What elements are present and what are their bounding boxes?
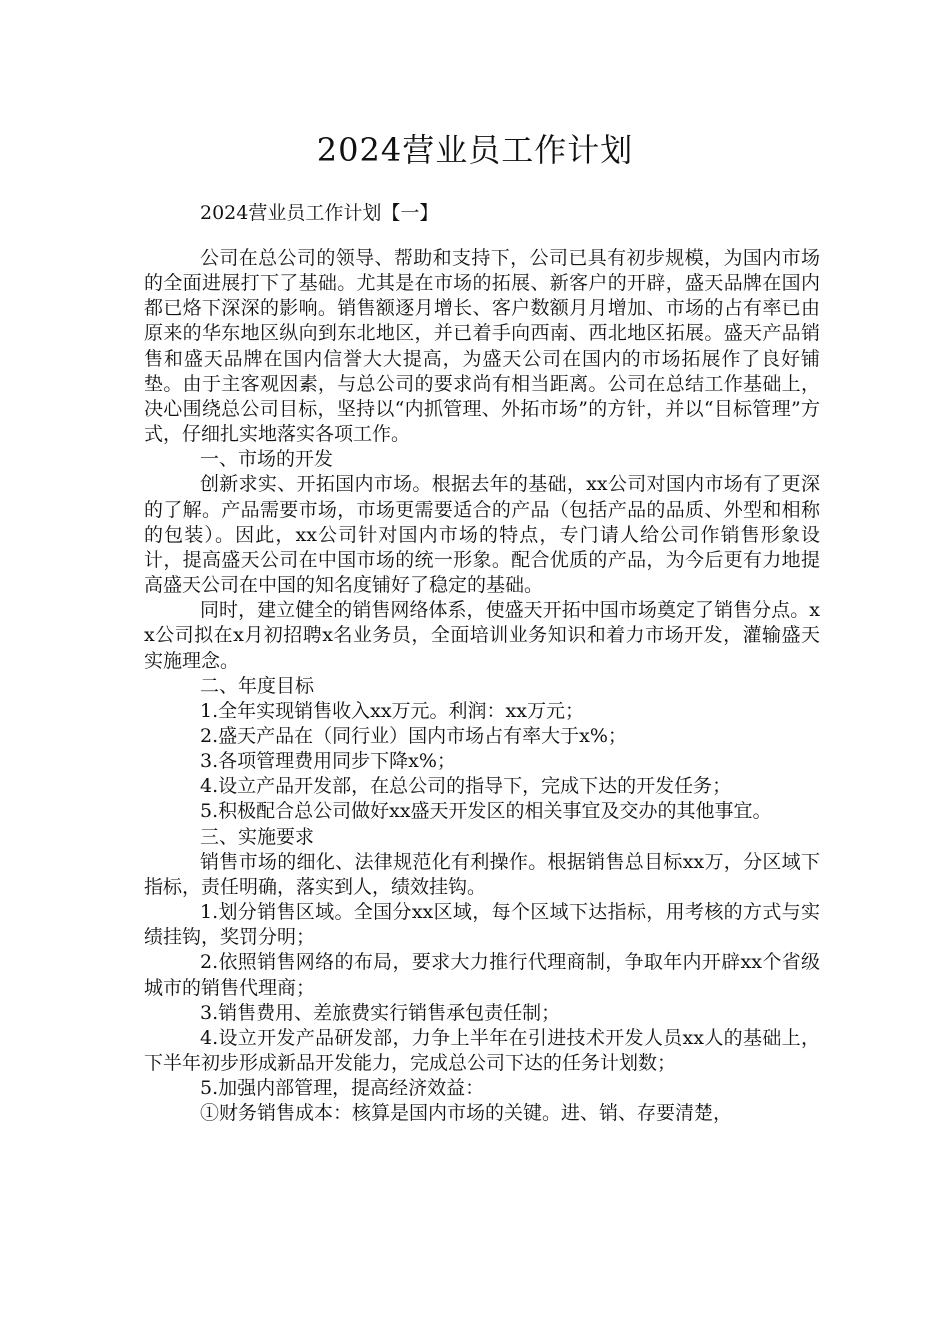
paragraph: 销售市场的细化、法律规范化有利操作。根据销售总目标xx万，分区域下指标，责任明确，落实到人，绩效挂钩。 [144,850,820,898]
paragraph: 一、市场的开发 [200,448,334,471]
paragraph: 1.全年实现销售收入xx万元。利润：xx万元； [200,699,584,722]
paragraph: 同时，建立健全的销售网络体系，使盛天开拓中国市场奠定了销售分点。xx公司拟在x月初招聘x名业务员，全面培训业务知识和着力市场开发，灌输盛天实施理念。 [144,599,820,672]
paragraph: 1.划分销售区域。全国分xx区域，每个区域下达指标，用考核的方式与实绩挂钩，奖罚分明； [144,901,820,949]
paragraph: 2.依照销售网络的布局，要求大力推行代理商制，争取年内开辟xx个省级城市的销售代理商； [144,951,820,999]
paragraph: 3.销售费用、差旅费实行销售承包责任制； [200,1001,561,1024]
document-body [144,246,820,1126]
paragraph: 4.设立产品开发部，在总公司的指导下，完成下达的开发任务； [200,775,732,798]
paragraph: 三、实施要求 [200,825,315,848]
paragraph: 公司在总公司的领导、帮助和支持下，公司已具有初步规模，为国内市场的全面进展打下了基础。尤其是在市场的拓展、新客户的开辟，盛天品牌在国内都已烙下深深的影响。销售额逐月增长、客户数额月月增加、市场的占有率已由原来的华东地区纵向到东北地区，并已着手向西南、西北地区拓展。盛天产品销售和盛天品牌在国内信誉大大提高，为盛天公司在国内的市场拓展作了良好铺垫。由于主客观因素，与总公司的要求尚有相当距离。公司在总结工作基础上，决心围绕总公司目标，坚持以“内抓管理、外拓市场”的方针，并以“目标管理”方式，仔细扎实地落实各项工作。 [144,247,820,446]
paragraph: ①财务销售成本：核算是国内市场的关键。进、销、存要清楚， [200,1102,733,1125]
paragraph: 3.各项管理费用同步下降x%； [200,750,456,773]
paragraph: 二、年度目标 [200,674,315,697]
paragraph: 4.设立开发产品研发部，力争上半年在引进技术开发人员xx人的基础上，下半年初步形成新品开发能力，完成总公司下达的任务计划数； [144,1026,820,1074]
paragraph: 5.加强内部管理，提高经济效益： [200,1077,485,1100]
section-heading: 2024营业员工作计划【一】 [200,202,439,224]
paragraph: 5.积极配合总公司做好xx盛天开发区的相关事宜及交办的其他事宜。 [200,800,772,823]
document-title: 2024营业员工作计划 [316,131,634,169]
paragraph: 创新求实、开拓国内市场。根据去年的基础，xx公司对国内市场有了更深的了解。产品需要市场，市场更需要适合的产品（包括产品的品质、外型和相称的包装）。因此，xx公司针对国内市场的特点，专门请人给公司作销售形象设计，提高盛天公司在中国市场的统一形象。配合优质的产品，为今后更有力地提高盛天公司在中国的知名度铺好了稳定的基础。 [144,473,820,597]
paragraph: 2.盛天产品在（同行业）国内市场占有率大于x%； [200,724,627,747]
